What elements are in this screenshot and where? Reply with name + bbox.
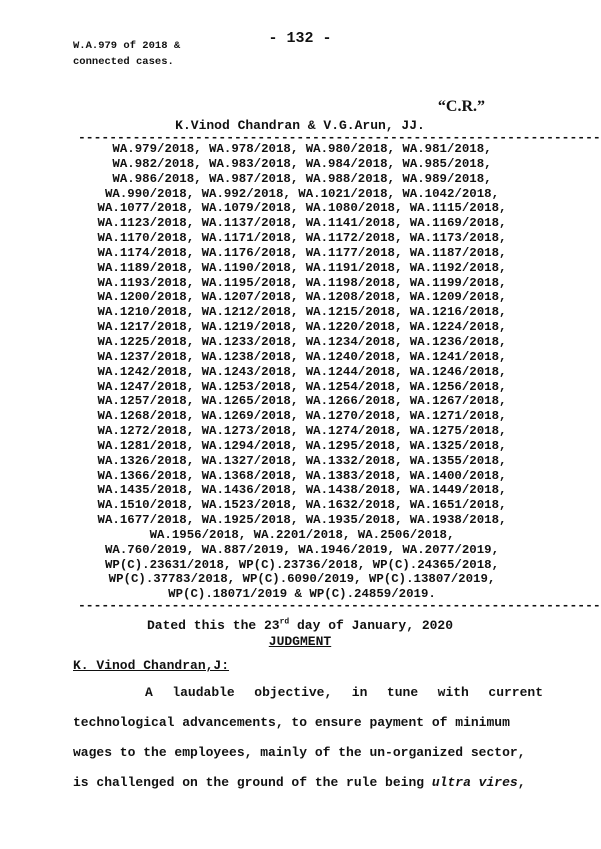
body-line-1 (73, 678, 543, 708)
case-line: WP(C).23631/2018, WP(C).23736/2018, WP(C).24365/2018, (104, 557, 500, 572)
case-line: WA.982/2018, WA.983/2018, WA.984/2018, WA.985/2018, (112, 156, 492, 171)
case-line: WA.760/2019, WA.887/2019, WA.1946/2019, WA.2077/2019, (104, 542, 500, 557)
case-line: WA.1326/2018, WA.1327/2018, WA.1332/2018, WA.1355/2018, (97, 453, 507, 468)
case-line: WA.1170/2018, WA.1171/2018, WA.1172/2018, WA.1173/2018, (97, 231, 507, 246)
body-line-4 (73, 768, 543, 798)
case-line: WA.1366/2018, WA.1368/2018, WA.1383/2018, WA.1400/2018, (97, 468, 507, 483)
case-line: WA.1281/2018, WA.1294/2018, WA.1295/2018, WA.1325/2018, (97, 438, 507, 453)
latin-term: ultra vires (431, 775, 518, 790)
case-reference-line-2: connected cases. (73, 56, 174, 68)
case-line: WA.979/2018, WA.978/2018, WA.980/2018, WA.981/2018, (112, 142, 492, 156)
judgment-date (0, 618, 600, 633)
word: with (437, 685, 469, 700)
word: laudable (172, 685, 235, 700)
case-line: WA.986/2018, WA.987/2018, WA.988/2018, WA.989/2018, (112, 171, 492, 186)
word: A (145, 685, 153, 700)
case-line: WA.1677/2018, WA.1925/2018, WA.1935/2018, WA.1938/2018, (97, 513, 507, 528)
date-prefix: Dated this the 23 (146, 618, 280, 633)
case-line: WA.1225/2018, WA.1233/2018, WA.1234/2018, WA.1236/2018, (97, 334, 507, 349)
case-line: WA.1435/2018, WA.1436/2018, WA.1438/2018, WA.1449/2018, (97, 483, 507, 498)
case-line: WP(C).18071/2019 & WP(C).24859/2019. (168, 587, 436, 602)
judgment-heading: JUDGMENT (268, 634, 332, 649)
body-line-2-text: technological advancements, to ensure payment of minimum (73, 715, 510, 730)
word: tune (386, 685, 419, 700)
body-line-3 (73, 738, 543, 768)
date-ordinal-suffix: rd (279, 617, 290, 627)
body-line-2 (73, 708, 543, 738)
case-line: WA.1257/2018, WA.1265/2018, WA.1266/2018, WA.1267/2018, (97, 394, 507, 409)
cr-mark: “C.R.” (437, 98, 485, 115)
word: in (351, 685, 368, 700)
case-line: WA.990/2018, WA.992/2018, WA.1021/2018, WA.1042/2018, (104, 186, 500, 201)
case-line: WA.1077/2018, WA.1079/2018, WA.1080/2018, WA.1115/2018, (97, 201, 507, 216)
case-line: WA.1210/2018, WA.1212/2018, WA.1215/2018, WA.1216/2018, (97, 305, 507, 320)
divider-bottom: ------------------------------------------------------------------- (78, 598, 601, 613)
case-line: WA.1247/2018, WA.1253/2018, WA.1254/2018, WA.1256/2018, (97, 379, 507, 394)
page-number: - 132 - (268, 30, 332, 47)
case-reference-line-1: W.A.979 of 2018 & (73, 40, 181, 52)
case-line: WA.1193/2018, WA.1195/2018, WA.1198/2018, WA.1199/2018, (97, 275, 507, 290)
body-line-3-text: wages to the employees, mainly of the un-organized sector, (73, 745, 526, 760)
word: current (488, 685, 543, 700)
case-line: WA.1189/2018, WA.1190/2018, WA.1191/2018, WA.1192/2018, (97, 260, 507, 275)
case-line: WA.1268/2018, WA.1269/2018, WA.1270/2018, WA.1271/2018, (97, 409, 507, 424)
case-line: WA.1217/2018, WA.1219/2018, WA.1220/2018, WA.1224/2018, (97, 320, 507, 335)
case-line: WA.1956/2018, WA.2201/2018, WA.2506/2018, (149, 527, 455, 542)
case-line: WA.1272/2018, WA.1273/2018, WA.1274/2018, WA.1275/2018, (97, 424, 507, 439)
case-line: WA.1123/2018, WA.1137/2018, WA.1141/2018, WA.1169/2018, (97, 216, 507, 231)
connected-cases-list (78, 142, 526, 602)
case-line: WA.1174/2018, WA.1176/2018, WA.1177/2018, WA.1187/2018, (97, 245, 507, 260)
judgment-body (73, 678, 543, 798)
case-line: WA.1242/2018, WA.1243/2018, WA.1244/2018, WA.1246/2018, (97, 364, 507, 379)
case-line: WA.1510/2018, WA.1523/2018, WA.1632/2018, WA.1651/2018, (97, 498, 507, 513)
word: objective, (254, 685, 333, 700)
body-line-4-start: is challenged on the ground of the rule being (73, 775, 432, 790)
body-line-4-end: , (517, 775, 526, 790)
case-line: WA.1237/2018, WA.1238/2018, WA.1240/2018, WA.1241/2018, (97, 349, 507, 364)
case-line: WA.1200/2018, WA.1207/2018, WA.1208/2018, WA.1209/2018, (97, 290, 507, 305)
date-rest: day of January, 2020 (289, 618, 454, 633)
bench-judges: K.Vinod Chandran & V.G.Arun, JJ. (175, 118, 425, 133)
authoring-judge: K. Vinod Chandran,J: (73, 658, 230, 673)
divider-top: ------------------------------------------------------------------- (78, 130, 601, 145)
case-line: WP(C).37783/2018, WP(C).6090/2019, WP(C).13807/2019, (108, 572, 496, 587)
